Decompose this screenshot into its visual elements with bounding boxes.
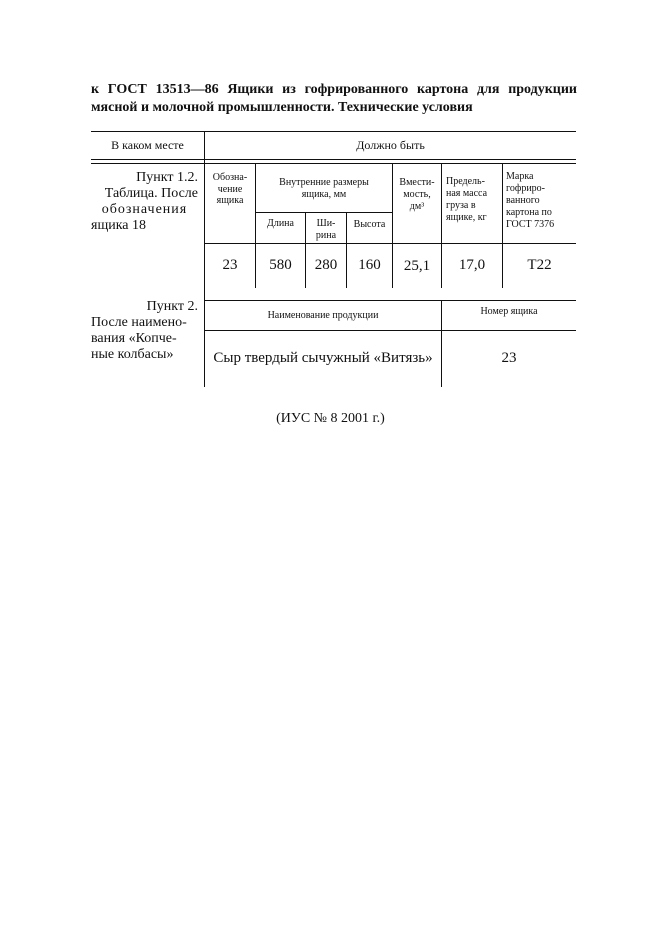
item1-header-designation-3: ящика — [216, 195, 244, 206]
item2-where-line4: ные колбасы» — [91, 347, 174, 362]
item1-header-length: Длина — [267, 218, 294, 229]
item1-header-designation-1: Обозна- — [212, 172, 248, 183]
item1-value-designation: 23 — [222, 257, 238, 273]
item2-where-line3: вания «Копче- — [91, 331, 177, 346]
item1-where-line2: Таблица. После — [104, 186, 198, 201]
footer-note: (ИУС № 8 2001 г.) — [276, 411, 385, 426]
item2-header-box-number: Номер ящика — [480, 306, 538, 317]
item1-value-width: 280 — [314, 257, 338, 273]
item1-header-capacity-1: Вмести- — [399, 177, 435, 188]
item2-value-product: Сыр твердый сычужный «Витязь» — [213, 350, 433, 366]
item1-where-line4: ящика 18 — [91, 218, 147, 233]
item1-value-capacity: 25,1 — [403, 258, 431, 274]
item1-header-height: Высота — [353, 219, 386, 230]
document-heading: к ГОСТ 13513—86 Ящики из гофрированного картона для продукции мясной и молочной промышленности. Технические условия — [91, 82, 577, 115]
item1-header-inner-dims-1: Внутренние размеры — [279, 177, 369, 188]
item1-header-max-mass-4: ящике, кг — [446, 212, 487, 223]
item1-header-grade-2: гофриро- — [506, 183, 546, 194]
item1-value-grade: Т22 — [527, 257, 552, 273]
item1-header-max-mass-2: ная масса — [446, 188, 488, 199]
header-bottom-rule-2 — [91, 163, 576, 164]
item1-header-inner-dims-2: ящика, мм — [301, 189, 347, 200]
item1-where-line1: Пункт 1.2. — [136, 170, 198, 185]
item1-header-capacity-3: дм³ — [409, 201, 425, 212]
item1-header-bottom-rule — [204, 243, 576, 244]
header-should-be: Должно быть — [356, 138, 425, 152]
item2-value-box-number: 23 — [501, 350, 517, 366]
item1-header-grade-4: картона по — [506, 207, 552, 218]
table-top-rule — [91, 131, 576, 132]
item1-header-grade-3: ванного — [506, 195, 540, 206]
item1-header-width-1: Ши- — [316, 218, 336, 229]
item1-header-width-2: рина — [315, 230, 337, 241]
item1-value-max-mass: 17,0 — [458, 257, 486, 273]
item1-header-designation-2: чение — [217, 184, 243, 195]
item2-header-top-rule — [204, 300, 576, 301]
item2-where-line1: Пункт 2. — [146, 299, 198, 314]
item1-header-grade-5: ГОСТ 7376 — [506, 219, 555, 230]
item1-header-max-mass-3: груза в — [446, 200, 476, 211]
header-where: В каком месте — [111, 138, 184, 152]
item2-where-line2: После наимено- — [91, 315, 187, 330]
item1-value-length: 580 — [269, 257, 292, 273]
item1-subheader-rule — [255, 212, 392, 213]
item1-value-height: 160 — [358, 257, 381, 273]
item2-header-product: Наименование продукции — [267, 310, 379, 321]
item1-header-grade-1: Марка — [506, 171, 534, 182]
item1-header-max-mass-1: Предель- — [446, 176, 485, 187]
item1-header-capacity-2: мость, — [403, 189, 431, 200]
header-bottom-rule-1 — [91, 159, 576, 160]
item1-where-line3: обозначения — [101, 202, 188, 217]
item2-header-bottom-rule — [204, 330, 576, 331]
